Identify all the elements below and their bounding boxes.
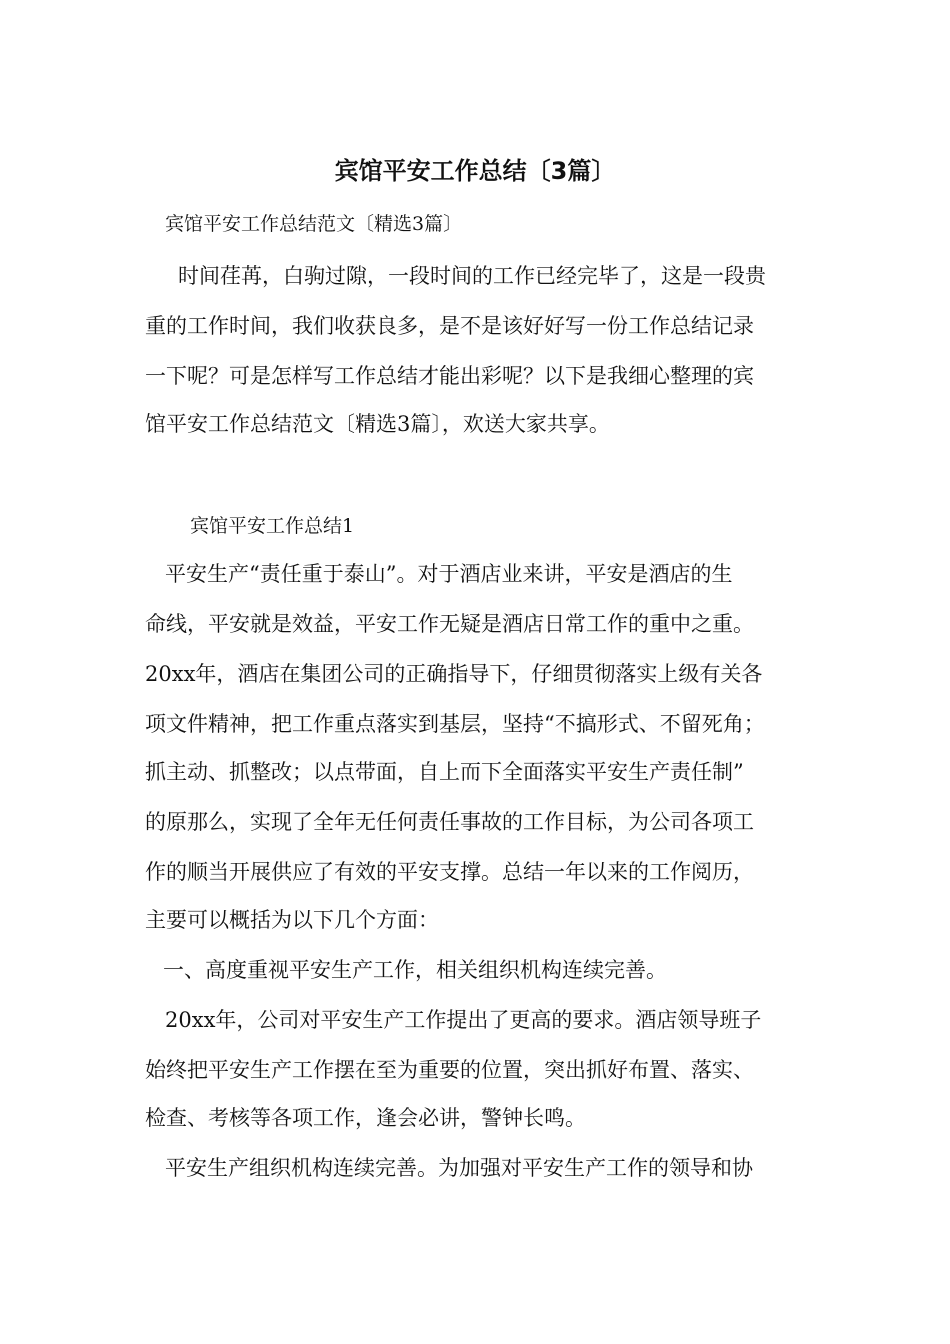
body-line: 的原那么，实现了全年无任何责任事故的工作目标，为公司各项工 <box>145 810 754 834</box>
document-subtitle: 宾馆平安工作总结范文〔精选3篇〕 <box>165 213 463 235</box>
body-line: 主要可以概括为以下几个方面： <box>145 908 439 932</box>
document-title: 宾馆平安工作总结〔3篇〕 <box>334 157 616 185</box>
intro-line: 馆平安工作总结范文〔精选3篇〕，欢送大家共享。 <box>145 412 610 436</box>
body-line: 平安生产组织机构连续完善。为加强对平安生产工作的领导和协 <box>165 1156 753 1180</box>
body-line: 作的顺当开展供应了有效的平安支撑。总结一年以来的工作阅历， <box>145 860 754 884</box>
body-line: 20xx年，公司对平安生产工作提出了更高的要求。酒店领导班子 <box>165 1008 762 1032</box>
section-heading: 宾馆平安工作总结1 <box>190 515 355 537</box>
body-line: 始终把平安生产工作摆在至为重要的位置，突出抓好布置、落实、 <box>145 1058 754 1082</box>
body-line: 命线，平安就是效益，平安工作无疑是酒店日常工作的重中之重。 <box>145 612 754 636</box>
body-line: 抓主动、抓整改；以点带面，自上而下全面落实平安生产责任制” <box>145 760 744 784</box>
intro-line: 一下呢？可是怎样写工作总结才能出彩呢？以下是我细心整理的宾 <box>145 364 754 388</box>
body-line: 20xx年，酒店在集团公司的正确指导下，仔细贯彻落实上级有关各 <box>145 662 763 686</box>
body-line: 一、高度重视平安生产工作，相关组织机构连续完善。 <box>163 958 667 982</box>
intro-line: 时间荏苒，白驹过隙，一段时间的工作已经完毕了，这是一段贵 <box>178 264 766 288</box>
body-line: 平安生产“责任重于泰山”。对于酒店业来讲，平安是酒店的生 <box>165 562 733 586</box>
intro-line: 重的工作时间，我们收获良多，是不是该好好写一份工作总结记录 <box>145 314 754 338</box>
body-line: 项文件精神，把工作重点落实到基层，坚持“不搞形式、不留死角； <box>145 712 765 736</box>
body-line: 检查、考核等各项工作，逢会必讲，警钟长鸣。 <box>145 1106 586 1130</box>
